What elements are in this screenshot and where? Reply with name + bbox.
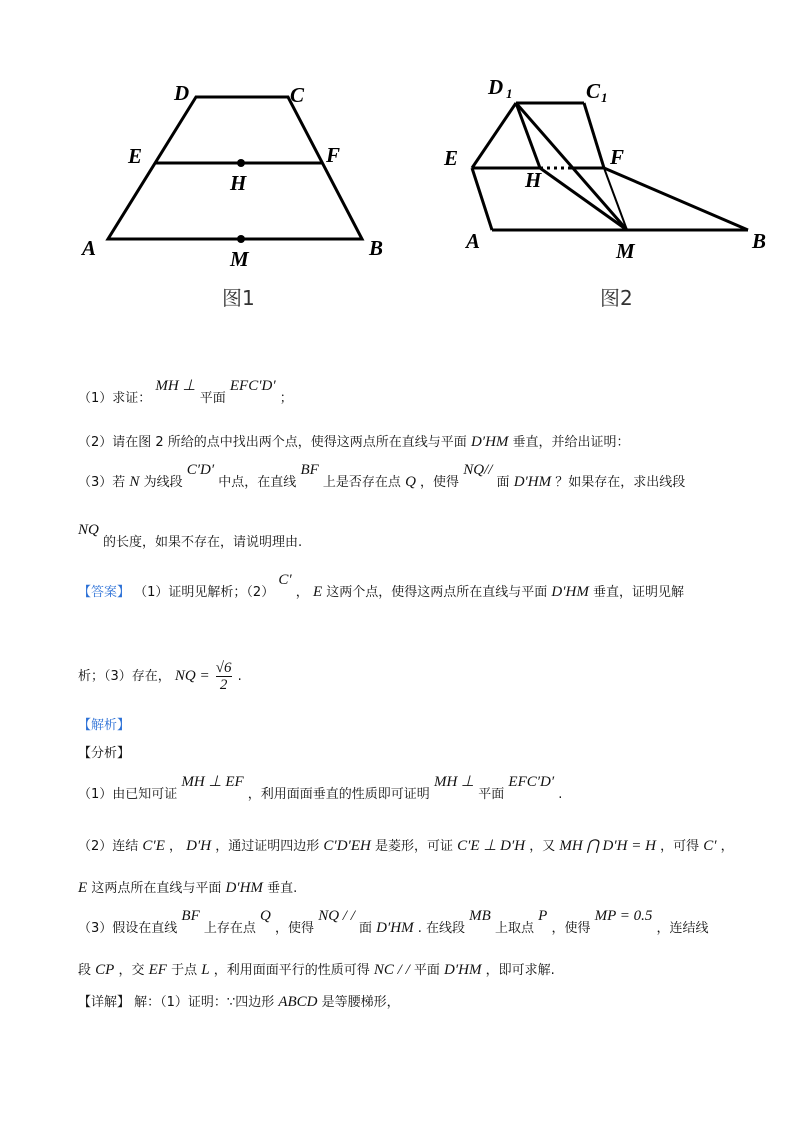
fig1-label-m: M [230, 247, 249, 271]
analysis-detail: 【详解】 解：（1）证明：∵四边形 ABCD 是等腰梯形， [78, 994, 400, 1010]
fig2-label-d1-sub: 1 [506, 86, 513, 101]
fig1-label-f: F [326, 143, 341, 167]
math-dhm: D′HM [470, 434, 509, 450]
fig2-label-d1: D [488, 75, 504, 99]
fig2-label-a: A [466, 229, 481, 253]
analysis-fenxi: 【分析】 [78, 746, 131, 761]
analysis-tag: 【解析】 [78, 718, 131, 733]
fig2-label-c1-sub: 1 [601, 90, 608, 105]
fig2-label-e: E [444, 146, 459, 170]
fig1-label-d: D [174, 81, 190, 105]
question-3-cont: NQ 的长度，如果不存在，请说明理由. [78, 522, 303, 550]
fraction: $\frac{√6}{2}$ [215, 660, 232, 693]
analysis-p3b: 段 CP ，交 EF 于点 L ，利用面面平行的性质可得 NC / / 平面 D′HM ，即可求解. [78, 962, 555, 978]
analysis-p2: （2）连结 C′E ， D′H ，通过证明四边形 C′D′EH 是菱形，可证 C′E ⊥ D′H ，又 MH ⋂ D′H = H ，可得 C′ ， [78, 838, 734, 854]
question-3: （3）若 N 为线段 C′D′ 中点，在直线 BF 上是否存在点 Q ，使得 NQ// 面 D′HM ？如果存在，求出线段 [78, 462, 686, 490]
answer-line-2: 析；（3）存在， NQ = $\frac{√6}{2}$ . [78, 660, 242, 693]
fig2-label-m: M [616, 239, 635, 263]
fig1-label-b: B [369, 236, 384, 260]
answer-tag: 【答案】 [78, 585, 131, 600]
fig1-label-a: A [82, 236, 97, 260]
analysis-p2b: E 这两点所在直线与平面 D′HM 垂直. [78, 880, 298, 896]
fig2-label-f: F [610, 145, 625, 169]
fig2-label-c1: C [586, 79, 601, 103]
fig2-label-h: H [525, 168, 542, 192]
analysis-p1: （1）由已知可证 MH ⊥ EF ，利用面面垂直的性质即可证明 MH ⊥ 平面 EFC′D′ . [78, 774, 563, 802]
math-mh-perp: MH ⊥ [155, 378, 196, 394]
figure-1 [70, 70, 400, 280]
fig1-label-c: C [290, 83, 305, 107]
question-1: （1）求证： MH ⊥ 平面 EFC′D′ ； [78, 378, 293, 406]
fig1-label-h: H [230, 171, 247, 195]
fig1-label-e: E [128, 144, 143, 168]
fig2-label-b: B [752, 229, 767, 253]
figure-2-caption: 图2 [600, 286, 633, 310]
analysis-p3: （3）假设在直线 BF 上存在点 Q ，使得 NQ / / 面 D′HM . 在线段 MB 上取点 P ，使得 MP = 0.5 ，连结线 [78, 908, 709, 936]
question-2: （2）请在图 2 所给的点中找出两个点，使得这两点所在直线与平面 D′HM 垂直，并给出证明： [78, 434, 630, 450]
figure-1-caption: 图1 [222, 286, 255, 310]
figure-2 [430, 70, 780, 280]
math-efcd: EFC′D′ [229, 378, 276, 394]
answer-line-1: 【答案】 （1）证明见解析；（2） C′ ， E 这两个点，使得这两点所在直线与平面 D′HM 垂直，证明见解 [78, 572, 685, 600]
